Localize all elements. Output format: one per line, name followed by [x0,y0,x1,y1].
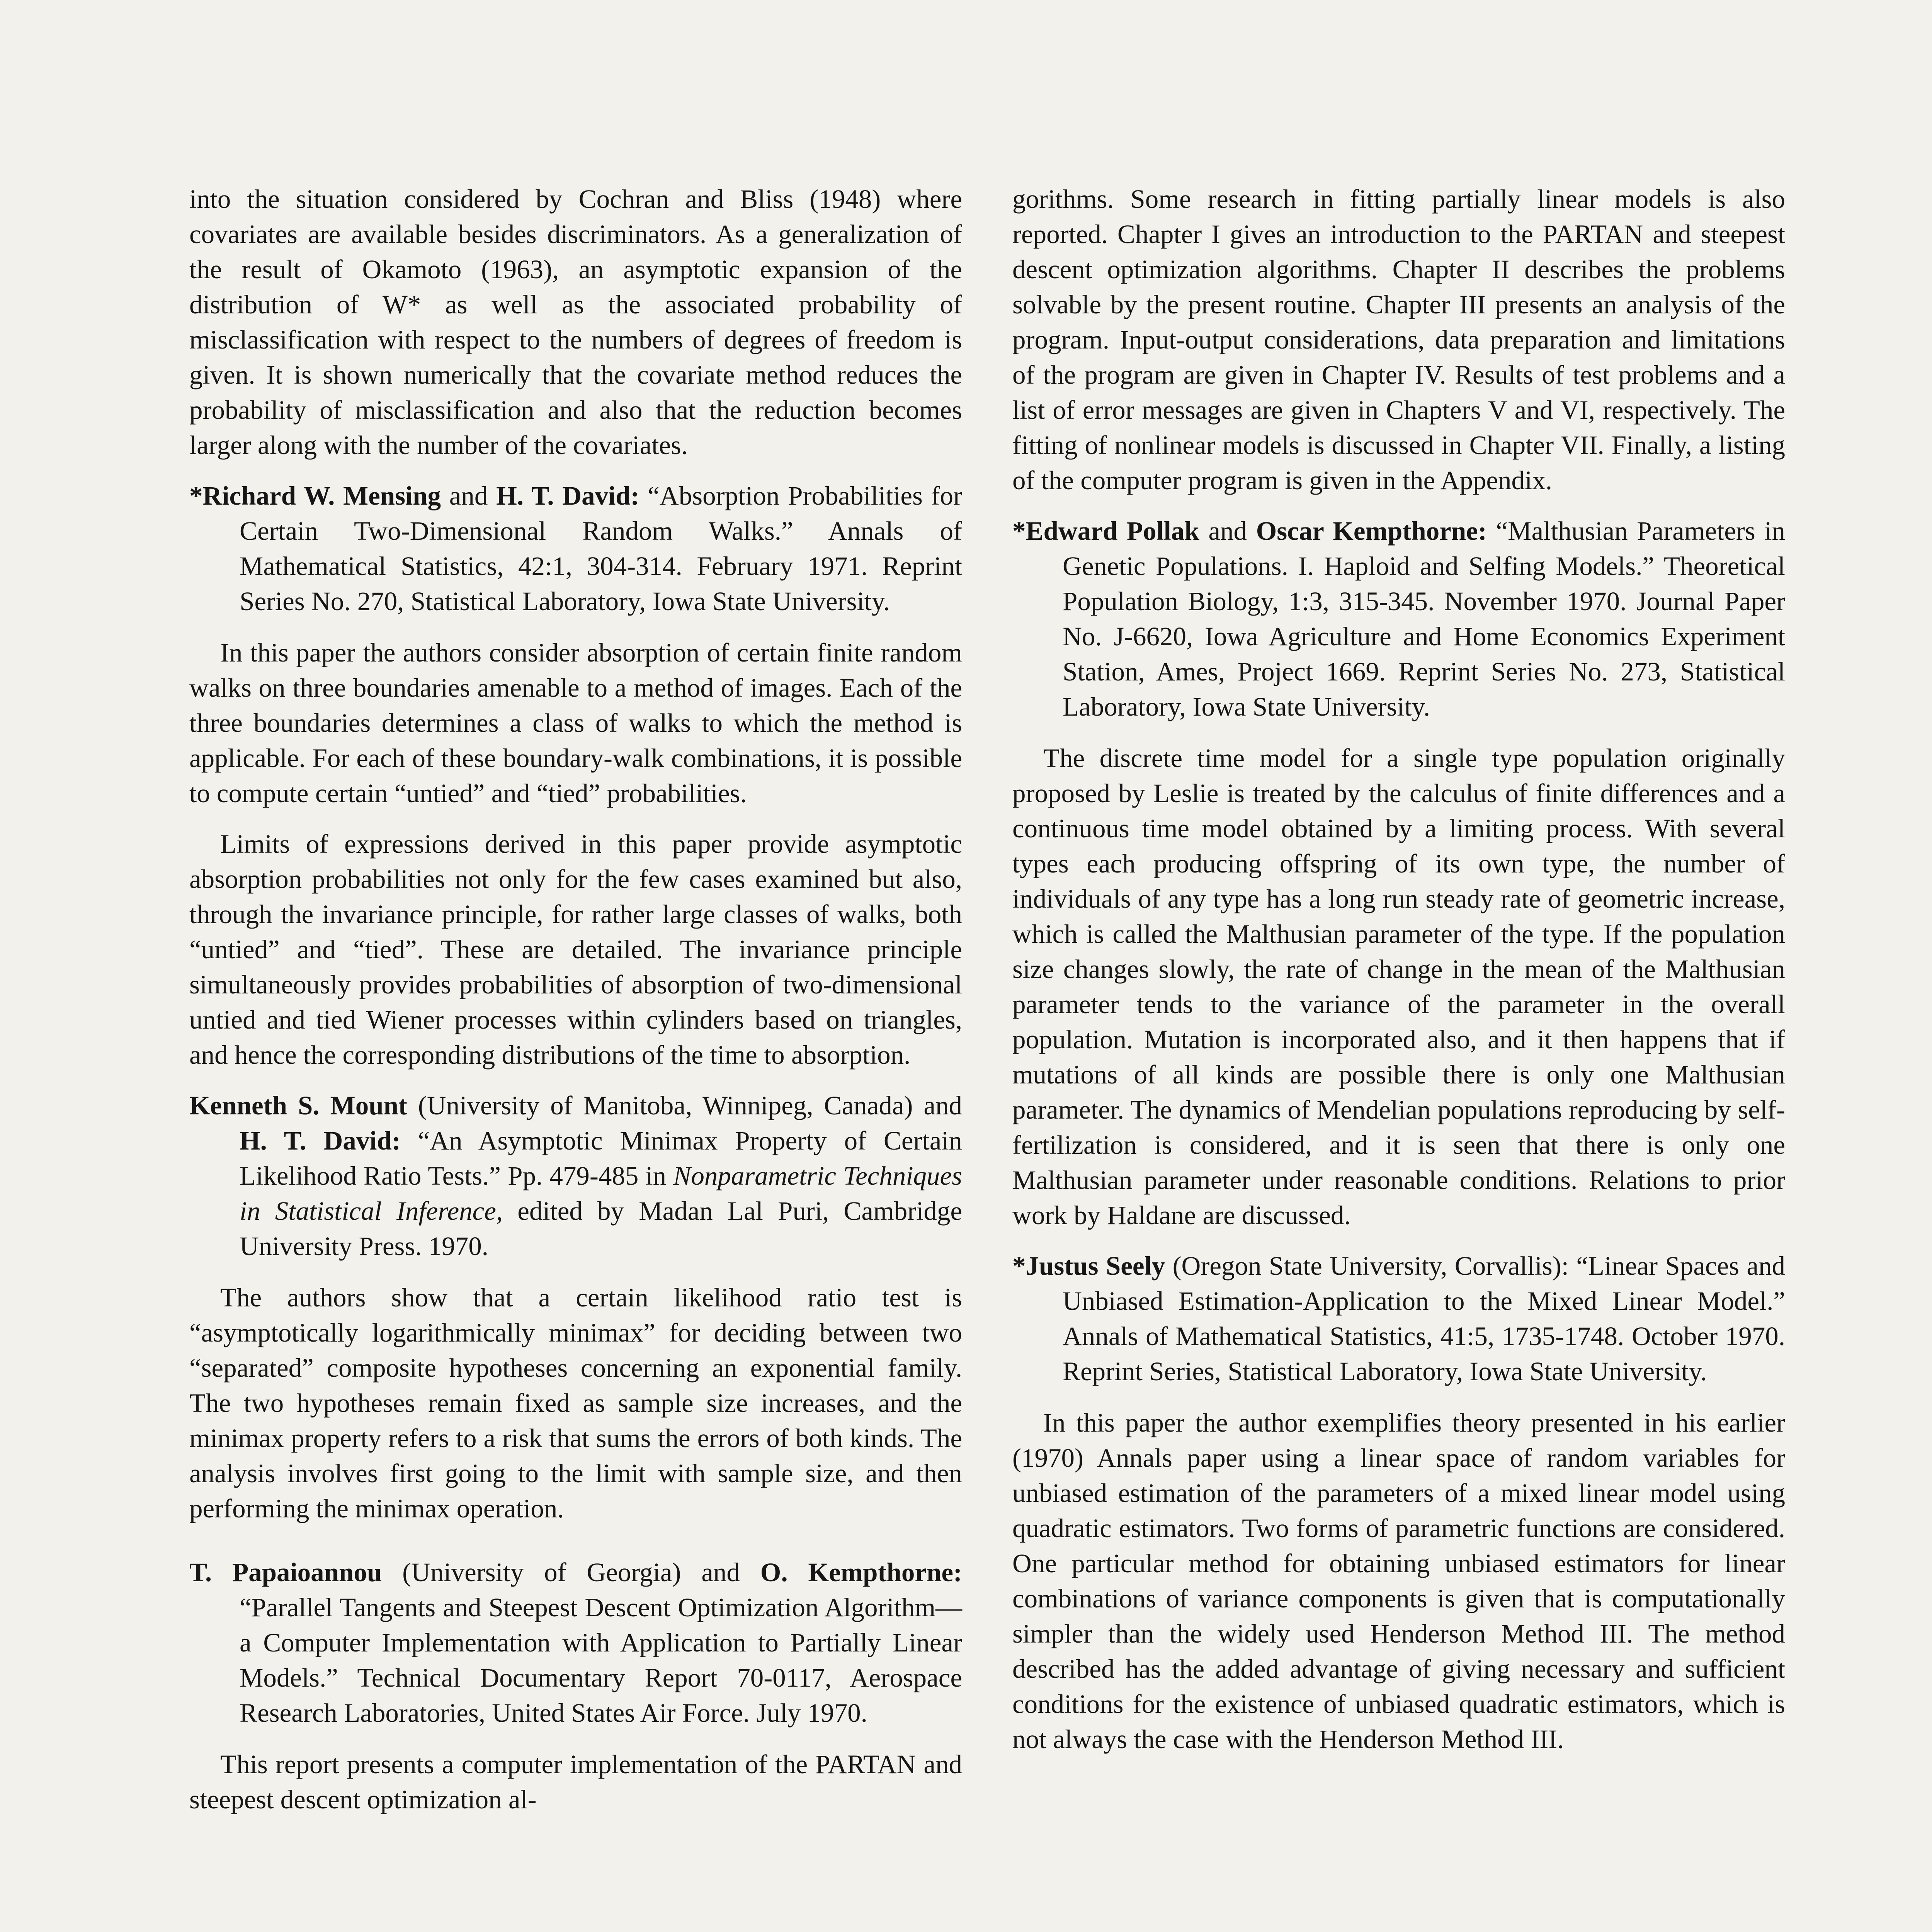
connector: and [1208,516,1247,546]
bibliography-entry [189,1555,962,1731]
left-column [189,182,962,1833]
paragraph: gorithms. Some research in fitting partially linear models is also reported. Chapter I gives an introduction to the PARTAN and steepest descent optimization algorithms. Chapter II describes the problems solvable by the present routine. Chapter III presents an analysis of the program. Input-output considerations, data preparation and limitations of the program are given in Chapter IV. Results of test problems and a list of error messages are given in Chapters V and VI, respectively. The fitting of nonlinear models is discussed in Chapter VII. Finally, a listing of the computer program is given in the Appendix. [1012,184,1785,495]
author-name: *Edward Pollak [1012,516,1199,546]
author-name: O. Kempthorne: [760,1558,963,1587]
paragraph: In this paper the author exemplifies theory presented in his earlier (1970) Annals paper using a linear space of random variables for unbiased estimation of the parameters of a mixed linear model using quadratic estimators. Two forms of parametric functions are considered. One particular method for obtaining unbiased estimators for linear combinations of variance components is given that is computationally simpler than the widely used Henderson Method III. The method described has the added advantage of giving necessary and sufficient conditions for the existence of unbiased quadratic estimators, which is not always the case with the Henderson Method III. [1012,1408,1785,1754]
citation-text: (Oregon State University, Corvallis): “Linear Spaces and Unbiased Estimation-Application to the Mixed Linear Model.” Annals of Mathematical Statistics, 41:5, 1735-1748. October 1970. Reprint Series, Statistical Laboratory, Iowa State University. [1063,1251,1786,1386]
citation-text: “Parallel Tangents and Steepest Descent Optimization Algorithm—a Computer Implementation with Application to Partially Linear Models.” Technical Documentary Report 70-0117, Aerospace Research Laboratories, United States Air Force. July 1970. [240,1593,962,1728]
citation-text: “An Asymptotic Minimax Property of Certain Likelihood Ratio Tests.” Pp. 479-485 in [240,1126,962,1190]
bibliography-entry [189,478,962,619]
paragraph: The authors show that a certain likelihood ratio test is “asymptotically logarithmically minimax” for deciding between two “separated” composite hypotheses concerning an exponential family. The two hypotheses remain fixed as sample size increases, and the minimax property refers to a risk that sums the errors of both kinds. The analysis involves first going to the limit with sample size, and then performing the minimax operation. [189,1283,962,1523]
author-name: *Justus Seely [1012,1251,1165,1281]
paragraph: Limits of expressions derived in this paper provide asymptotic absorption probabilities not only for the few cases examined but also, through the invariance principle, for rather large classes of walks, both “untied” and “tied”. These are detailed. The invariance principle simultaneously provides probabilities of absorption of two-dimensional untied and tied Wiener processes within cylinders based on triangles, and hence the corresponding distributions of the time to absorption. [189,829,962,1070]
bibliography-entry [189,1088,962,1264]
paragraph: The discrete time model for a single type population originally proposed by Leslie is treated by the calculus of finite differences and a continuous time model obtained by a limiting process. With several types each producing offspring of its own type, the number of individuals of any type has a long run steady rate of geometric increase, which is called the Malthusian parameter of the type. If the population size changes slowly, the rate of change in the mean of the Malthusian parameter tends to the variance of the parameter in the overall population. Mutation is incorporated also, and it then happens that if mutations of all kinds are possible there is only one Malthusian parameter. The dynamics of Mendelian populations reproducing by self-fertilization is considered, and it is seen that there is only one Malthusian parameter under reasonable conditions. Relations to prior work by Haldane are discussed. [1012,743,1785,1230]
connector: and [449,481,488,510]
citation-text: edited by Madan Lal Puri, Cambridge University Press. 1970. [240,1196,962,1261]
citation-text: “Absorption Probabilities for Certain Two-Dimensional Random Walks.” Annals of Mathematical Statistics, 42:1, 304-314. February 1971. Reprint Series No. 270, Statistical Laboratory, Iowa State University. [240,481,963,616]
paragraph: In this paper the authors consider absorption of certain finite random walks on three boundaries amenable to a method of images. Each of the three boundaries determines a class of walks to which the method is applicable. For each of these boundary-walk combinations, it is possible to compute certain “untied” and “tied” probabilities. [189,638,962,808]
author-name: Oscar Kempthorne: [1256,516,1487,546]
book-title: Nonparametric Techniques in Statistical Inference, [240,1161,963,1226]
author-name: Kenneth S. Mount [189,1091,407,1120]
bibliography-entry [1012,514,1785,724]
affiliation: (University of Georgia) and [402,1558,740,1587]
citation-text: “Malthusian Parameters in Genetic Populations. I. Haploid and Selfing Models.” Theoretical Population Biology, 1:3, 315-345. November 1970. Journal Paper No. J-6620, Iowa Agriculture and Home Economics Experiment Station, Ames, Project 1669. Reprint Series No. 273, Statistical Laboratory, Iowa State University. [1063,516,1786,721]
author-name: H. T. David: [496,481,639,510]
author-name: H. T. David: [240,1126,401,1155]
paragraph: This report presents a computer implementation of the PARTAN and steepest descent optimization al- [189,1750,962,1814]
paragraph: into the situation considered by Cochran and Bliss (1948) where covariates are available besides discriminators. As a generalization of the result of Okamoto (1963), an asymptotic expansion of the distribution of W* as well as the associated probability of misclassification with respect to the numbers of degrees of freedom is given. It is shown numerically that the covariate method reduces the probability of misclassification and also that the reduction becomes larger along with the number of the covariates. [189,184,962,460]
affiliation: (University of Manitoba, Winnipeg, Canada) and [418,1091,963,1120]
bibliography-entry [1012,1248,1785,1389]
author-name: T. Papaioannou [189,1558,382,1587]
right-column [1012,182,1785,1772]
author-name: *Richard W. Mensing [189,481,441,510]
